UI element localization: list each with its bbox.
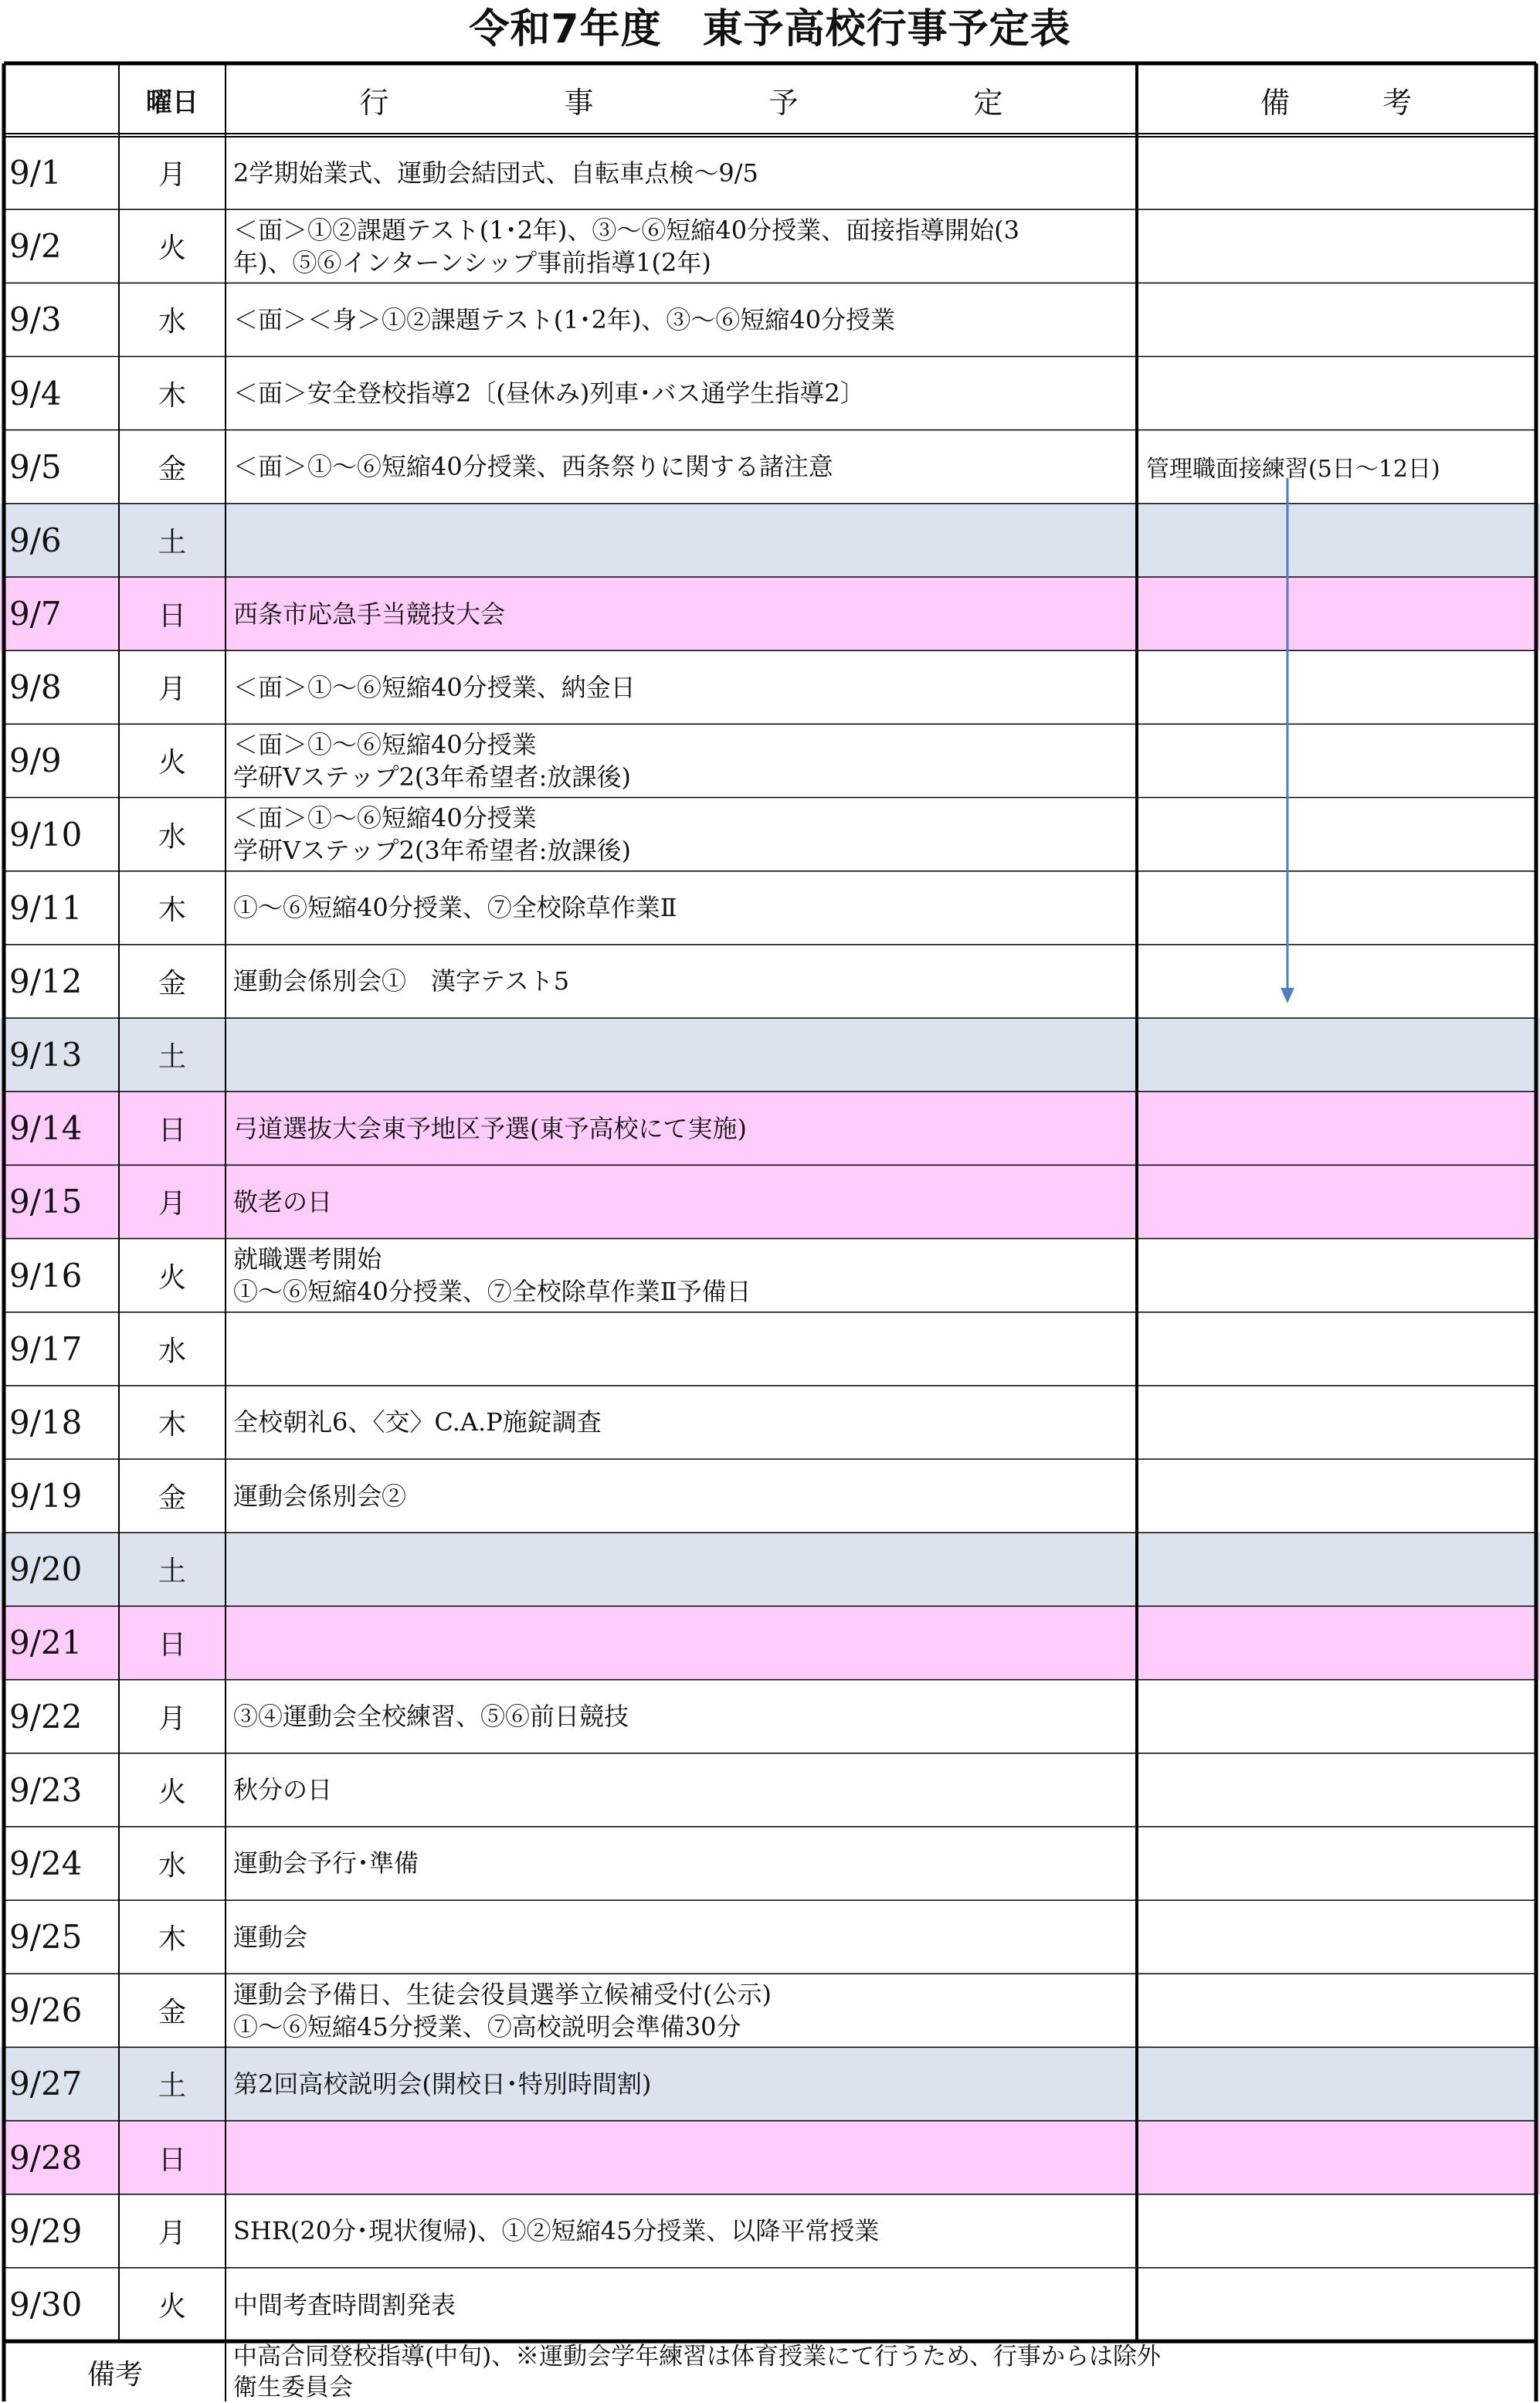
date-cell: 9/23 bbox=[9, 1770, 83, 1809]
date-cell: 9/28 bbox=[9, 2138, 83, 2177]
table-row bbox=[0, 1606, 1540, 1679]
date-cell: 9/17 bbox=[9, 1329, 83, 1368]
note-cell bbox=[1137, 209, 1535, 283]
table-row bbox=[0, 798, 1540, 871]
day-cell: 火 bbox=[158, 1776, 186, 1808]
day-cell: 水 bbox=[158, 1335, 186, 1367]
event-cell: 中間考査時間割発表 bbox=[233, 2289, 456, 2320]
day-cell: 金 bbox=[158, 1482, 186, 1515]
note-cell bbox=[1137, 577, 1535, 650]
date-cell: 9/15 bbox=[9, 1183, 83, 1221]
table-row bbox=[0, 2268, 1540, 2341]
date-cell: 9/10 bbox=[9, 815, 83, 854]
note-cell bbox=[1137, 798, 1535, 871]
event-cell: ①～⑥短縮40分授業、⑦全校除草作業Ⅱ bbox=[233, 893, 677, 923]
note-cell bbox=[1137, 2121, 1535, 2194]
date-cell: 9/9 bbox=[9, 742, 62, 780]
date-cell: 9/2 bbox=[9, 227, 62, 266]
page-title: 令和7年度 東予高校行事予定表 bbox=[469, 6, 1071, 53]
header-note-char: 備 bbox=[1260, 85, 1290, 120]
event-cell: 全校朝礼6、〈交〉C.A.P施錠調査 bbox=[233, 1407, 602, 1437]
day-cell: 土 bbox=[158, 1556, 186, 1588]
date-cell: 9/25 bbox=[9, 1918, 83, 1957]
date-cell: 9/11 bbox=[9, 888, 83, 927]
day-cell: 月 bbox=[158, 159, 186, 192]
table-header-row bbox=[0, 63, 1540, 136]
date-cell: 9/5 bbox=[9, 447, 62, 486]
note-cell bbox=[1137, 1459, 1535, 1532]
day-cell: 日 bbox=[158, 1115, 186, 1147]
table-row bbox=[0, 724, 1540, 797]
header-event-char: 事 bbox=[564, 85, 594, 120]
event-cell: 運動会係別会② bbox=[233, 1481, 407, 1511]
header-event-char: 定 bbox=[973, 85, 1003, 120]
date-cell: 9/3 bbox=[9, 300, 62, 339]
day-cell: 月 bbox=[158, 1702, 186, 1735]
table-row bbox=[0, 1091, 1540, 1165]
date-cell: 9/21 bbox=[9, 1624, 83, 1662]
note-cell bbox=[1137, 1974, 1535, 2047]
table-row bbox=[0, 1386, 1540, 1459]
note-cell bbox=[1137, 136, 1535, 209]
date-cell: 9/20 bbox=[9, 1550, 83, 1589]
event-cell: ③④運動会全校練習、⑤⑥前日競技 bbox=[233, 1702, 629, 1732]
event-cell: 運動会予行･準備 bbox=[233, 1848, 419, 1879]
date-cell: 9/14 bbox=[9, 1109, 83, 1148]
table-row bbox=[0, 136, 1540, 209]
table-row bbox=[0, 871, 1540, 945]
date-cell: 9/8 bbox=[9, 668, 62, 707]
note-cell bbox=[1137, 1091, 1535, 1165]
day-cell: 土 bbox=[158, 2070, 186, 2103]
day-cell: 木 bbox=[158, 1408, 186, 1441]
table-row bbox=[0, 1018, 1540, 1091]
day-cell: 金 bbox=[158, 453, 186, 485]
note-cell bbox=[1137, 945, 1535, 1018]
note-cell: 管理職面接練習(5日～12日) bbox=[1146, 456, 1440, 484]
day-cell: 日 bbox=[158, 2143, 186, 2176]
note-cell bbox=[1137, 1900, 1535, 1974]
table-row bbox=[0, 1239, 1540, 1312]
table-row bbox=[0, 2194, 1540, 2268]
table-row bbox=[0, 209, 1540, 283]
table-row bbox=[0, 1753, 1540, 1827]
note-cell bbox=[1137, 1606, 1535, 1679]
footer-text: 中高合同登校指導(中旬)、※運動会学年練習は体育授業にて行うため、行事からは除外 衛生委員会 bbox=[233, 2343, 1161, 2401]
day-cell: 土 bbox=[158, 1041, 186, 1074]
day-cell: 火 bbox=[158, 1261, 186, 1294]
note-cell bbox=[1137, 1532, 1535, 1606]
day-cell: 水 bbox=[158, 306, 186, 338]
footer-label: 備考 bbox=[86, 2358, 143, 2391]
date-cell: 9/1 bbox=[9, 154, 62, 192]
note-cell bbox=[1137, 724, 1535, 797]
event-cell: 西条市応急手当競技大会 bbox=[233, 599, 506, 629]
event-cell: 弓道選抜大会東予地区予選(東予高校にて実施) bbox=[233, 1113, 747, 1143]
header-day: 曜日 bbox=[146, 87, 198, 118]
event-cell: 運動会 bbox=[233, 1922, 308, 1952]
table-row bbox=[0, 1680, 1540, 1753]
header-event bbox=[226, 63, 1137, 136]
day-cell: 月 bbox=[158, 1188, 186, 1220]
event-cell bbox=[226, 2121, 1137, 2194]
table-row bbox=[0, 1459, 1540, 1532]
date-cell: 9/19 bbox=[9, 1477, 83, 1515]
note-cell bbox=[1137, 2047, 1535, 2120]
header-note bbox=[1137, 63, 1535, 136]
date-cell: 9/7 bbox=[9, 595, 62, 633]
note-cell bbox=[1137, 2268, 1535, 2341]
day-cell: 金 bbox=[158, 1997, 186, 2029]
event-cell: ＜面＞①～⑥短縮40分授業 学研Vステップ2(3年希望者:放課後) bbox=[233, 803, 631, 866]
event-cell: ＜面＞＜身＞①②課題テスト(1･2年)、③～⑥短縮40分授業 bbox=[233, 304, 896, 334]
note-cell bbox=[1137, 1312, 1535, 1386]
event-cell: SHR(20分･現状復帰)、①②短縮45分授業、以降平常授業 bbox=[233, 2216, 880, 2246]
event-cell bbox=[226, 504, 1137, 577]
day-cell: 木 bbox=[158, 894, 186, 926]
table-row bbox=[0, 1532, 1540, 1606]
footer-row bbox=[0, 2341, 1540, 2403]
event-cell bbox=[226, 1532, 1137, 1606]
day-cell: 火 bbox=[158, 232, 186, 265]
event-cell: 運動会係別会① 漢字テスト5 bbox=[233, 966, 570, 996]
event-cell: ＜面＞①②課題テスト(1･2年)、③～⑥短縮40分授業、面接指導開始(3 年)、⑤⑥インターンシップ事前指導1(2年) bbox=[233, 215, 1019, 277]
date-cell: 9/27 bbox=[9, 2065, 83, 2103]
note-cell bbox=[1137, 357, 1535, 430]
day-cell: 木 bbox=[158, 379, 186, 412]
day-cell: 月 bbox=[158, 674, 186, 706]
date-cell: 9/24 bbox=[9, 1844, 83, 1882]
table-row bbox=[0, 1827, 1540, 1900]
day-cell: 日 bbox=[158, 1629, 186, 1661]
note-cell bbox=[1137, 1239, 1535, 1312]
date-cell: 9/26 bbox=[9, 1991, 83, 2030]
header-note-char: 考 bbox=[1382, 85, 1412, 120]
table-row bbox=[0, 945, 1540, 1018]
table-row bbox=[0, 577, 1540, 650]
day-cell: 金 bbox=[158, 967, 186, 1000]
day-cell: 火 bbox=[158, 747, 186, 779]
event-cell: 運動会予備日、生徒会役員選挙立候補受付(公示) ①～⑥短縮45分授業、⑦高校説明会準備30分 bbox=[233, 1979, 772, 2042]
date-cell: 9/4 bbox=[9, 374, 62, 412]
note-cell bbox=[1137, 1165, 1535, 1238]
day-cell: 水 bbox=[158, 1849, 186, 1882]
table-row bbox=[0, 1974, 1540, 2047]
event-cell: ＜面＞①～⑥短縮40分授業、西条祭りに関する諸注意 bbox=[233, 452, 833, 482]
day-cell: 日 bbox=[158, 600, 186, 633]
event-cell: 就職選考開始 ①～⑥短縮40分授業、⑦全校除草作業Ⅱ予備日 bbox=[233, 1244, 751, 1307]
event-cell bbox=[226, 1606, 1137, 1679]
table-row bbox=[0, 2047, 1540, 2120]
date-cell: 9/30 bbox=[9, 2286, 83, 2323]
note-cell bbox=[1137, 1753, 1535, 1827]
event-cell bbox=[226, 1312, 1137, 1386]
event-cell: 秋分の日 bbox=[233, 1775, 333, 1805]
note-cell bbox=[1137, 283, 1535, 356]
table-row bbox=[0, 2121, 1540, 2194]
note-cell bbox=[1137, 1018, 1535, 1091]
date-cell: 9/12 bbox=[9, 962, 83, 1000]
day-cell: 水 bbox=[158, 820, 186, 853]
date-cell: 9/22 bbox=[9, 1697, 83, 1736]
date-cell: 9/16 bbox=[9, 1256, 83, 1295]
date-cell: 9/6 bbox=[9, 521, 62, 559]
event-cell: ＜面＞安全登校指導2〔(昼休み)列車･バス通学生指導2〕 bbox=[233, 378, 865, 409]
event-cell: ＜面＞①～⑥短縮40分授業 学研Vステップ2(3年希望者:放課後) bbox=[233, 729, 631, 792]
day-cell: 木 bbox=[158, 1923, 186, 1956]
note-cell bbox=[1137, 1386, 1535, 1459]
table-row bbox=[0, 1165, 1540, 1238]
event-cell: 2学期始業式、運動会結団式、自転車点検～9/5 bbox=[233, 158, 758, 188]
note-cell bbox=[1137, 871, 1535, 945]
header-event-char: 予 bbox=[768, 85, 799, 120]
note-cell bbox=[1137, 650, 1535, 724]
note-cell bbox=[1137, 1680, 1535, 1753]
table-row bbox=[0, 650, 1540, 724]
date-cell: 9/18 bbox=[9, 1403, 83, 1441]
day-cell: 月 bbox=[158, 2217, 186, 2249]
table-row bbox=[0, 1312, 1540, 1386]
note-cell bbox=[1137, 1827, 1535, 1900]
table-row bbox=[0, 504, 1540, 577]
date-cell: 9/29 bbox=[9, 2211, 83, 2250]
table-row bbox=[0, 357, 1540, 430]
note-cell bbox=[1137, 2194, 1535, 2268]
table-row bbox=[0, 1900, 1540, 1974]
event-cell: 敬老の日 bbox=[233, 1186, 333, 1217]
header-event-char: 行 bbox=[359, 85, 389, 120]
note-cell bbox=[1137, 504, 1535, 577]
date-cell: 9/13 bbox=[9, 1036, 83, 1074]
event-cell: ＜面＞①～⑥短縮40分授業、納金日 bbox=[233, 672, 636, 702]
event-cell bbox=[226, 1018, 1137, 1091]
event-cell: 第2回高校説明会(開校日･特別時間割) bbox=[233, 2069, 652, 2099]
day-cell: 土 bbox=[158, 526, 186, 558]
day-cell: 火 bbox=[158, 2291, 186, 2323]
table-row bbox=[0, 430, 1540, 504]
table-row bbox=[0, 283, 1540, 356]
